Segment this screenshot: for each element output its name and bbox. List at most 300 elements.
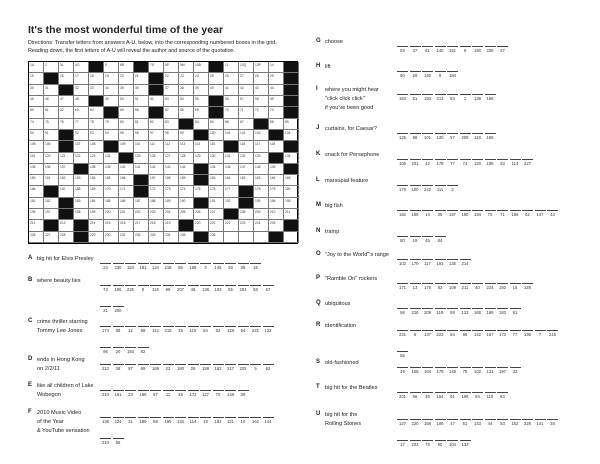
answer-slot[interactable] [422,151,433,166]
grid-cell[interactable] [254,73,269,84]
grid-cell[interactable] [254,141,269,152]
grid-cell[interactable] [239,209,254,220]
answer-slot[interactable] [472,125,483,140]
answer-slot[interactable] [510,359,521,374]
answer-slot[interactable] [113,255,124,270]
answer-slot[interactable] [175,318,186,333]
answer-slot[interactable] [150,277,161,292]
grid-cell[interactable] [194,209,209,220]
answer-slot[interactable] [547,322,558,337]
answer-slot[interactable] [510,322,521,337]
grid-cell[interactable] [44,153,59,164]
grid-cell[interactable] [149,164,164,175]
answer-slot[interactable] [460,411,471,426]
grid-cell[interactable] [224,164,239,175]
grid-cell[interactable] [44,130,59,141]
grid-cell[interactable] [164,175,179,186]
answer-slot[interactable] [422,86,433,101]
grid-cell[interactable] [104,153,119,164]
answer-slot[interactable] [485,384,496,399]
grid-cell[interactable] [104,62,119,73]
answer-slot[interactable] [200,277,211,292]
answer-slot[interactable] [397,202,408,217]
grid-cell[interactable] [134,209,149,220]
grid-cell[interactable] [179,107,194,118]
grid-cell[interactable] [29,96,44,107]
answer-slot[interactable] [188,409,199,424]
grid-cell[interactable] [224,96,239,107]
grid-cell[interactable] [74,198,89,209]
answer-slot[interactable] [472,322,483,337]
answer-slot[interactable] [435,202,446,217]
grid-cell[interactable] [104,198,119,209]
answer-slot[interactable] [100,277,111,292]
grid-cell[interactable] [239,62,254,73]
answer-slot[interactable] [138,318,149,333]
answer-slot[interactable] [250,318,261,333]
answer-slot[interactable] [200,382,211,397]
answer-slot[interactable] [263,318,274,333]
answer-slot[interactable] [535,202,546,217]
answer-slot[interactable] [397,300,408,315]
grid-cell[interactable] [119,73,134,84]
grid-cell[interactable] [134,232,149,243]
answer-slot[interactable] [188,356,199,371]
grid-cell[interactable] [209,175,224,186]
grid-cell[interactable] [104,232,119,243]
grid-cell[interactable] [224,62,239,73]
grid-cell[interactable] [74,119,89,130]
answer-slot[interactable] [188,277,199,292]
grid-cell[interactable] [269,198,284,209]
grid-cell[interactable] [209,186,224,197]
grid-cell[interactable] [194,186,209,197]
answer-slot[interactable] [410,125,421,140]
answer-slot[interactable] [225,356,236,371]
grid-cell[interactable] [254,130,269,141]
grid-cell[interactable] [194,141,209,152]
answer-slot[interactable] [200,409,211,424]
answer-slot[interactable] [435,177,446,192]
answer-slot[interactable] [200,356,211,371]
answer-slot[interactable] [150,356,161,371]
answer-slot[interactable] [497,322,508,337]
grid-cell[interactable] [149,141,164,152]
answer-slot[interactable] [397,228,408,243]
answer-slot[interactable] [238,277,249,292]
grid-cell[interactable] [149,62,164,73]
answer-slot[interactable] [213,409,224,424]
answer-slot[interactable] [422,432,433,447]
answer-slot[interactable] [460,300,471,315]
answer-slot[interactable] [238,356,249,371]
answer-slot[interactable] [472,359,483,374]
answer-slot[interactable] [100,382,111,397]
grid-cell[interactable] [239,164,254,175]
grid-cell[interactable] [149,130,164,141]
answer-slot[interactable] [497,300,508,315]
grid-cell[interactable] [284,198,299,209]
grid-cell[interactable] [224,198,239,209]
answer-slot[interactable] [460,86,471,101]
answer-slot[interactable] [138,277,149,292]
answer-slot[interactable] [472,202,483,217]
answer-slot[interactable] [410,275,421,290]
answer-slot[interactable] [100,318,111,333]
answer-slot[interactable] [435,411,446,426]
answer-slot[interactable] [213,277,224,292]
answer-slot[interactable] [410,411,421,426]
answer-slot[interactable] [460,125,471,140]
grid-cell[interactable] [104,164,119,175]
grid-cell[interactable] [224,175,239,186]
grid-cell[interactable] [164,119,179,130]
answer-slot[interactable] [510,275,521,290]
grid-cell[interactable] [164,153,179,164]
grid-cell[interactable] [134,130,149,141]
grid-cell[interactable] [29,209,44,220]
answer-slot[interactable] [510,411,521,426]
answer-slot[interactable] [225,409,236,424]
answer-slot[interactable] [435,384,446,399]
grid-cell[interactable] [134,107,149,118]
grid-cell[interactable] [89,164,104,175]
answer-slot[interactable] [100,339,111,354]
grid-cell[interactable] [89,175,104,186]
answer-slot[interactable] [125,382,136,397]
grid-cell[interactable] [89,85,104,96]
grid-cell[interactable] [119,96,134,107]
grid-cell[interactable] [134,141,149,152]
grid-cell[interactable] [29,62,44,73]
answer-slot[interactable] [447,300,458,315]
grid-cell[interactable] [284,186,299,197]
answer-slot[interactable] [472,384,483,399]
answer-slot[interactable] [113,298,124,313]
grid-cell[interactable] [194,119,209,130]
grid-cell[interactable] [44,232,59,243]
grid-cell[interactable] [44,198,59,209]
grid-cell[interactable] [29,153,44,164]
answer-slot[interactable] [497,151,508,166]
answer-slot[interactable] [163,409,174,424]
grid-cell[interactable] [74,153,89,164]
answer-slot[interactable] [175,356,186,371]
answer-slot[interactable] [410,322,421,337]
grid-cell[interactable] [224,186,239,197]
grid-cell[interactable] [74,107,89,118]
grid-cell[interactable] [29,164,44,175]
grid-cell[interactable] [59,119,74,130]
grid-cell[interactable] [119,175,134,186]
answer-slot[interactable] [435,151,446,166]
grid-cell[interactable] [179,175,194,186]
grid-cell[interactable] [164,62,179,73]
grid-cell[interactable] [164,96,179,107]
grid-cell[interactable] [179,164,194,175]
grid-cell[interactable] [179,198,194,209]
grid-cell[interactable] [104,119,119,130]
answer-slot[interactable] [435,322,446,337]
grid-cell[interactable] [29,73,44,84]
grid-cell[interactable] [74,175,89,186]
grid-cell[interactable] [284,209,299,220]
grid-cell[interactable] [29,198,44,209]
answer-slot[interactable] [238,382,249,397]
answer-slot[interactable] [460,384,471,399]
grid-cell[interactable] [44,164,59,175]
grid-cell[interactable] [239,107,254,118]
grid-cell[interactable] [164,141,179,152]
answer-slot[interactable] [422,322,433,337]
grid-cell[interactable] [269,119,284,130]
grid-cell[interactable] [254,209,269,220]
answer-slot[interactable] [485,275,496,290]
grid-cell[interactable] [119,130,134,141]
grid-cell[interactable] [59,153,74,164]
grid-cell[interactable] [74,141,89,152]
grid-cell[interactable] [209,73,224,84]
grid-cell[interactable] [44,62,59,73]
answer-slot[interactable] [447,63,458,78]
grid-cell[interactable] [194,220,209,231]
grid-cell[interactable] [239,153,254,164]
grid-cell[interactable] [119,209,134,220]
grid-cell[interactable] [149,186,164,197]
answer-slot[interactable] [225,318,236,333]
answer-slot[interactable] [435,125,446,140]
grid-cell[interactable] [179,73,194,84]
grid-cell[interactable] [254,220,269,231]
grid-cell[interactable] [29,119,44,130]
answer-slot[interactable] [510,151,521,166]
answer-slot[interactable] [422,38,433,53]
grid-cell[interactable] [119,62,134,73]
answer-slot[interactable] [410,63,421,78]
answer-slot[interactable] [472,151,483,166]
grid-cell[interactable] [209,119,224,130]
answer-slot[interactable] [435,228,446,243]
grid-cell[interactable] [254,107,269,118]
answer-slot[interactable] [422,63,433,78]
grid-cell[interactable] [269,62,284,73]
grid-cell[interactable] [284,153,299,164]
answer-slot[interactable] [263,356,274,371]
answer-slot[interactable] [435,300,446,315]
grid-cell[interactable] [134,198,149,209]
answer-slot[interactable] [175,409,186,424]
answer-slot[interactable] [113,382,124,397]
grid-cell[interactable] [164,85,179,96]
answer-slot[interactable] [250,409,261,424]
grid-cell[interactable] [149,119,164,130]
grid-cell[interactable] [134,85,149,96]
grid-cell[interactable] [104,186,119,197]
answer-slot[interactable] [397,63,408,78]
grid-cell[interactable] [254,175,269,186]
grid-cell[interactable] [104,96,119,107]
grid-cell[interactable] [44,96,59,107]
answer-slot[interactable] [410,151,421,166]
answer-slot[interactable] [150,255,161,270]
grid-cell[interactable] [164,130,179,141]
grid-cell[interactable] [224,130,239,141]
answer-slot[interactable] [100,255,111,270]
answer-slot[interactable] [138,382,149,397]
answer-slot[interactable] [472,275,483,290]
answer-slot[interactable] [497,384,508,399]
grid-cell[interactable] [59,220,74,231]
answer-slot[interactable] [447,202,458,217]
answer-slot[interactable] [410,86,421,101]
grid-cell[interactable] [89,130,104,141]
grid-cell[interactable] [29,141,44,152]
answer-slot[interactable] [410,228,421,243]
grid-cell[interactable] [164,186,179,197]
grid-cell[interactable] [164,232,179,243]
grid-cell[interactable] [224,153,239,164]
grid-cell[interactable] [254,164,269,175]
answer-slot[interactable] [397,322,408,337]
grid-cell[interactable] [179,141,194,152]
answer-slot[interactable] [447,275,458,290]
answer-slot[interactable] [100,298,111,313]
answer-slot[interactable] [447,151,458,166]
grid-cell[interactable] [74,96,89,107]
grid-cell[interactable] [89,198,104,209]
grid-cell[interactable] [119,141,134,152]
answer-slot[interactable] [175,382,186,397]
grid-cell[interactable] [254,186,269,197]
answer-slot[interactable] [460,275,471,290]
grid-cell[interactable] [239,232,254,243]
grid-cell[interactable] [104,130,119,141]
grid-cell[interactable] [284,130,299,141]
grid-cell[interactable] [89,220,104,231]
grid-cell[interactable] [224,232,239,243]
grid-cell[interactable] [269,175,284,186]
answer-slot[interactable] [522,322,533,337]
grid-cell[interactable] [59,175,74,186]
answer-slot[interactable] [435,432,446,447]
answer-slot[interactable] [238,255,249,270]
grid-cell[interactable] [224,85,239,96]
answer-slot[interactable] [263,409,274,424]
grid-cell[interactable] [224,107,239,118]
grid-cell[interactable] [89,107,104,118]
answer-slot[interactable] [447,322,458,337]
answer-slot[interactable] [113,356,124,371]
grid-cell[interactable] [179,130,194,141]
answer-slot[interactable] [485,411,496,426]
answer-slot[interactable] [113,318,124,333]
grid-cell[interactable] [284,119,299,130]
answer-slot[interactable] [497,411,508,426]
grid-cell[interactable] [74,130,89,141]
answer-slot[interactable] [113,409,124,424]
grid-cell[interactable] [254,198,269,209]
answer-slot[interactable] [125,277,136,292]
grid-cell[interactable] [254,153,269,164]
answer-slot[interactable] [422,300,433,315]
answer-slot[interactable] [535,411,546,426]
grid-cell[interactable] [134,153,149,164]
grid-cell[interactable] [239,175,254,186]
answer-slot[interactable] [163,382,174,397]
grid-cell[interactable] [59,186,74,197]
answer-slot[interactable] [547,202,558,217]
answer-slot[interactable] [447,359,458,374]
answer-slot[interactable] [113,339,124,354]
grid-cell[interactable] [284,232,299,243]
grid-cell[interactable] [254,96,269,107]
grid-cell[interactable] [29,220,44,231]
grid-cell[interactable] [59,96,74,107]
answer-slot[interactable] [410,432,421,447]
answer-slot[interactable] [472,86,483,101]
grid-cell[interactable] [164,107,179,118]
grid-cell[interactable] [179,209,194,220]
answer-slot[interactable] [460,251,471,266]
grid-cell[interactable] [119,164,134,175]
grid-cell[interactable] [239,73,254,84]
grid-cell[interactable] [104,73,119,84]
grid-cell[interactable] [89,232,104,243]
grid-cell[interactable] [104,209,119,220]
answer-slot[interactable] [250,277,261,292]
answer-slot[interactable] [460,151,471,166]
answer-slot[interactable] [188,318,199,333]
answer-slot[interactable] [472,300,483,315]
answer-slot[interactable] [447,177,458,192]
grid-cell[interactable] [119,220,134,231]
answer-slot[interactable] [422,202,433,217]
grid-cell[interactable] [269,186,284,197]
answer-slot[interactable] [435,275,446,290]
grid-cell[interactable] [89,141,104,152]
answer-slot[interactable] [175,277,186,292]
grid-cell[interactable] [89,209,104,220]
answer-slot[interactable] [510,300,521,315]
grid-cell[interactable] [149,175,164,186]
grid-cell[interactable] [119,232,134,243]
answer-slot[interactable] [200,318,211,333]
answer-slot[interactable] [485,359,496,374]
grid-cell[interactable] [179,85,194,96]
answer-slot[interactable] [175,255,186,270]
grid-cell[interactable] [239,85,254,96]
answer-slot[interactable] [522,411,533,426]
answer-slot[interactable] [138,339,149,354]
grid-cell[interactable] [134,220,149,231]
answer-slot[interactable] [497,202,508,217]
answer-slot[interactable] [163,255,174,270]
grid-cell[interactable] [239,119,254,130]
grid-cell[interactable] [269,220,284,231]
answer-slot[interactable] [397,359,408,374]
grid-cell[interactable] [269,107,284,118]
answer-slot[interactable] [125,255,136,270]
answer-slot[interactable] [410,202,421,217]
answer-slot[interactable] [150,382,161,397]
grid-cell[interactable] [149,220,164,231]
grid-cell[interactable] [194,73,209,84]
answer-slot[interactable] [250,356,261,371]
grid-cell[interactable] [59,73,74,84]
answer-slot[interactable] [460,202,471,217]
grid-cell[interactable] [44,141,59,152]
grid-cell[interactable] [89,119,104,130]
